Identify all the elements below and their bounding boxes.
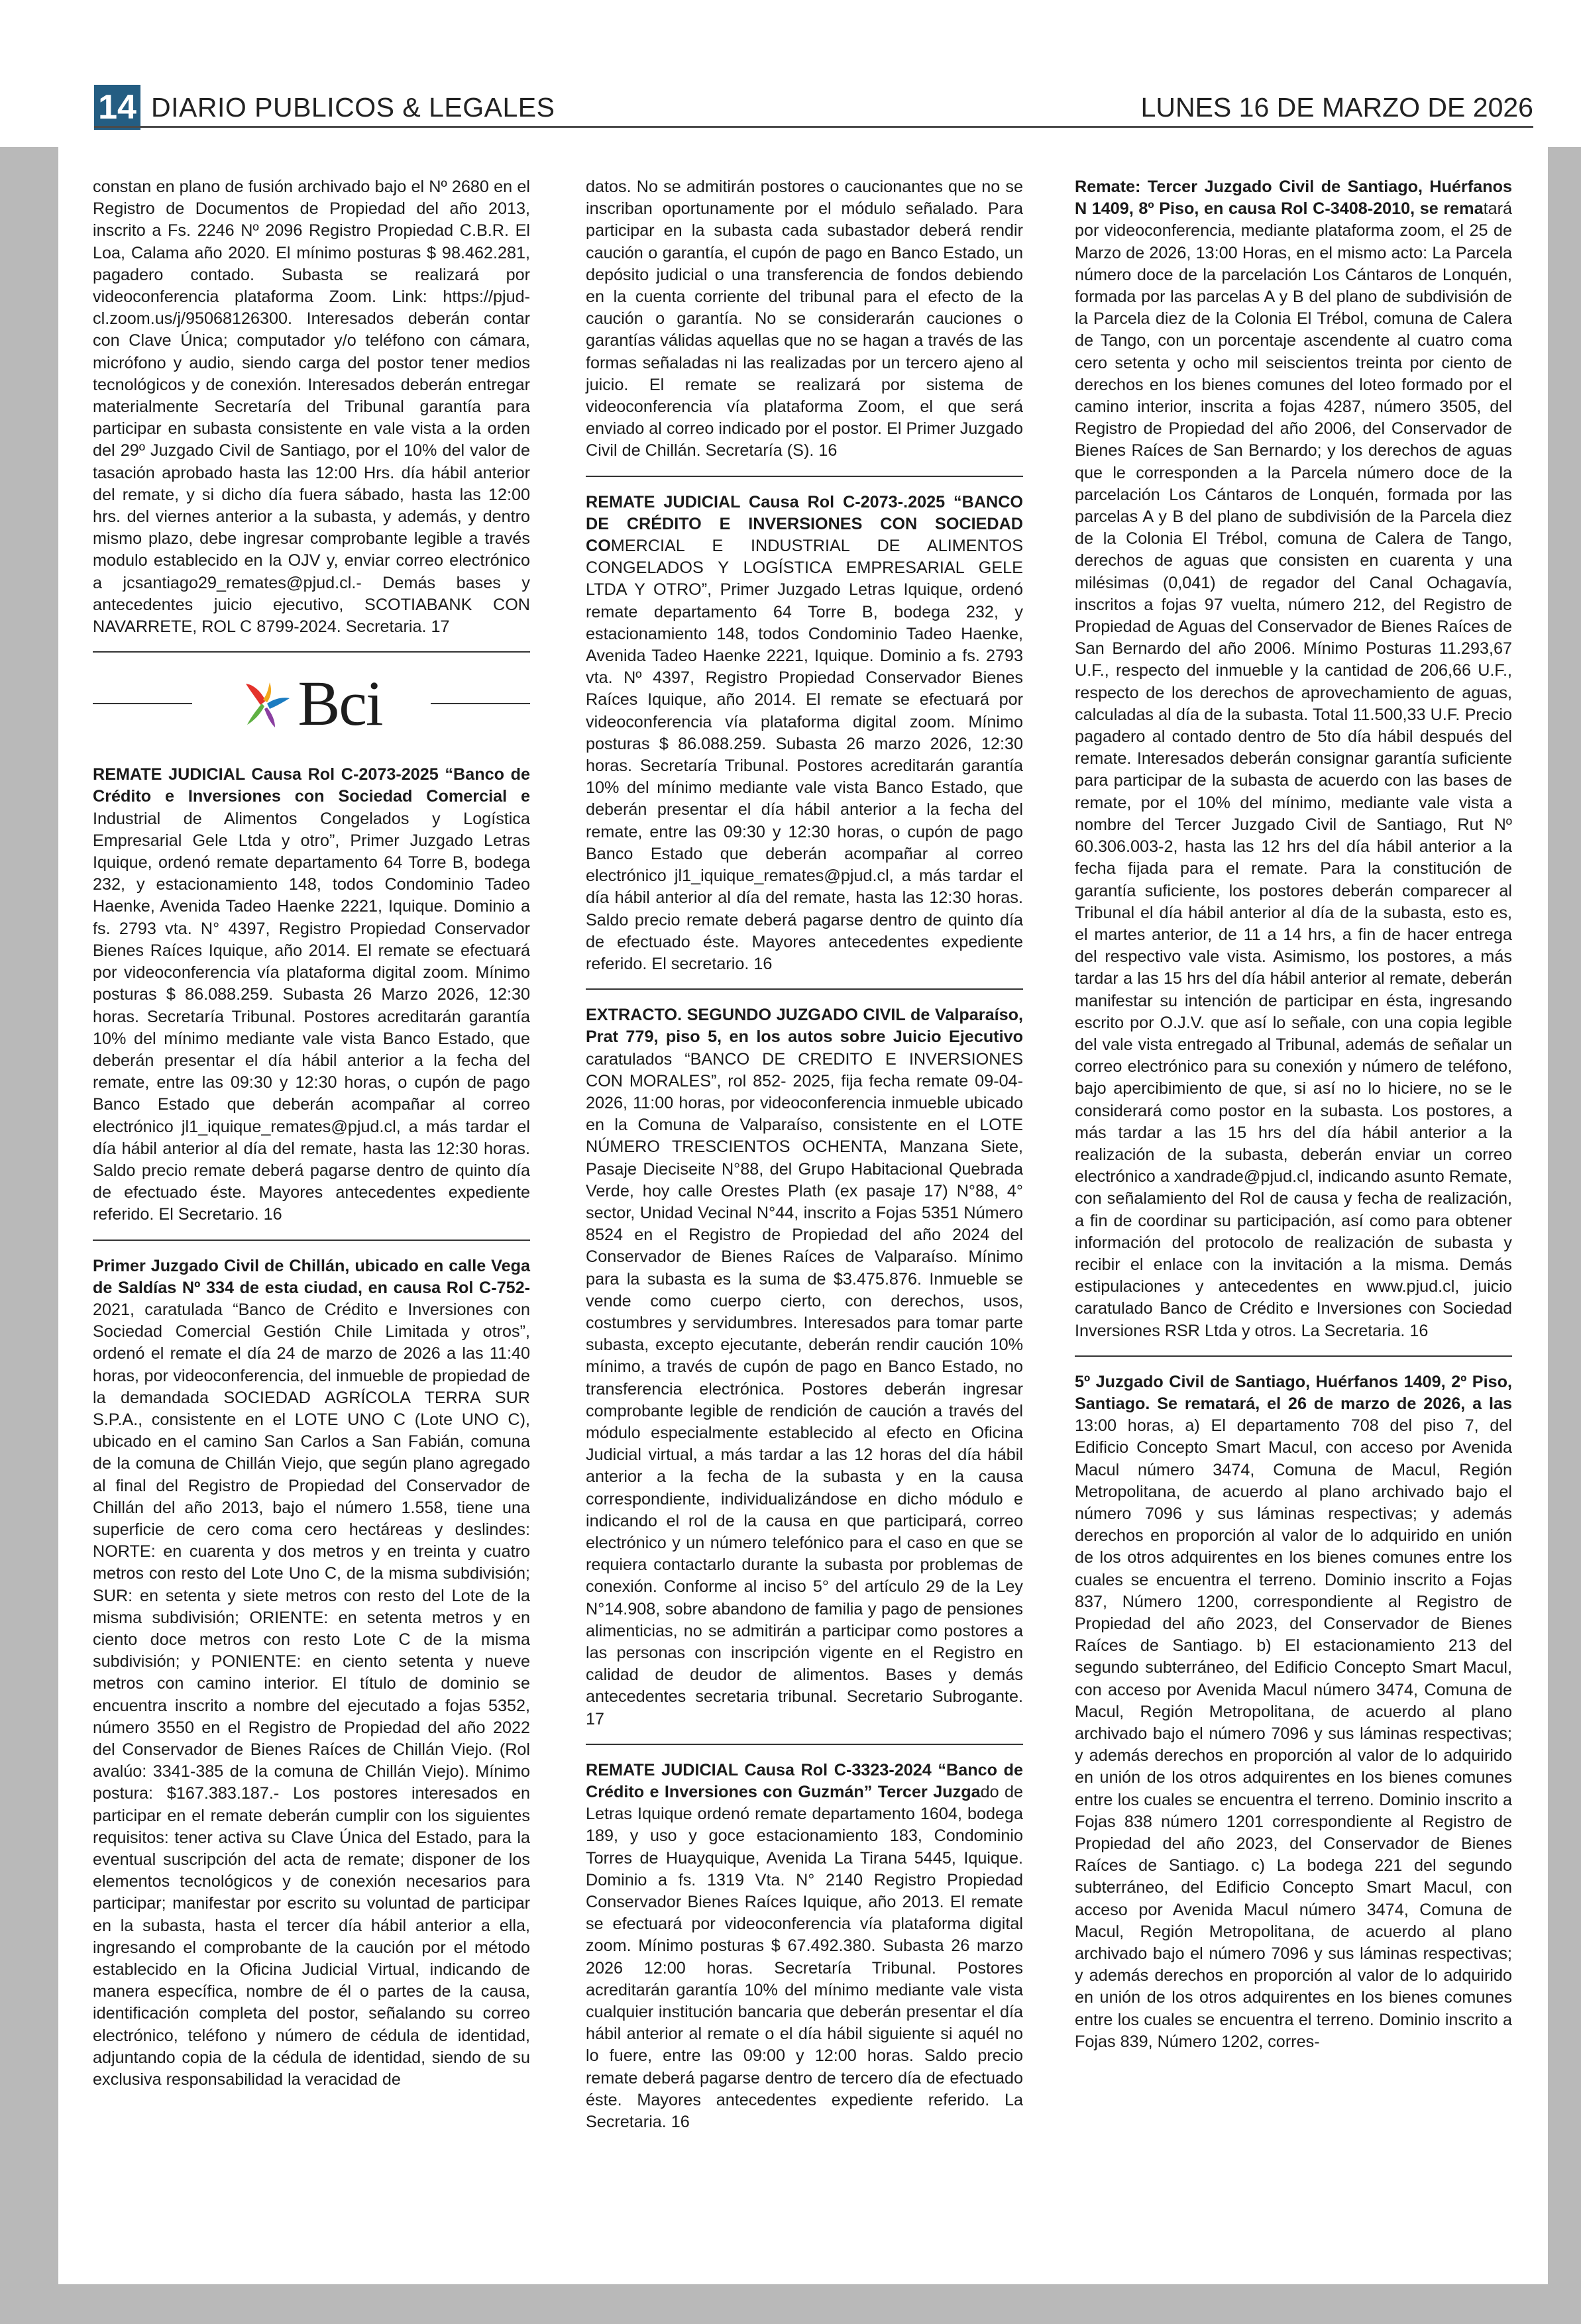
column-2 bbox=[586, 176, 1023, 2133]
notice-heading: REMATE JUDICIAL Causa Rol C-2073-.2025 “BANCO DE CRÉDITO E INVERSIONES CON SOCIEDAD CO bbox=[586, 492, 1023, 556]
bci-logo-text: Bci bbox=[298, 668, 382, 739]
logo-rule-left bbox=[93, 703, 192, 704]
notice-divider bbox=[586, 1744, 1023, 1745]
page-header bbox=[0, 0, 1581, 147]
bci-logo bbox=[241, 668, 382, 739]
newspaper-page bbox=[58, 147, 1548, 2284]
notice-divider bbox=[586, 476, 1023, 477]
notice-santiago-c3408 bbox=[1075, 176, 1512, 1342]
page-number: 14 bbox=[94, 85, 140, 130]
notice-divider bbox=[586, 988, 1023, 990]
notice-remate-c2073 bbox=[93, 764, 530, 1226]
notice-5-juzgado-santiago bbox=[1075, 1371, 1512, 2053]
notice-divider bbox=[93, 651, 530, 653]
notice-heading: EXTRACTO. SEGUNDO JUZGADO CIVIL de Valparaíso, Prat 779, piso 5, en los autos sobre Juicio Ejecutivo bbox=[586, 1006, 1023, 1047]
notice-divider bbox=[93, 1240, 530, 1241]
notice-body: 2021, caratulada “Banco de Crédito e Inversiones con Sociedad Comercial Gestión Chile Limitada y otros”, ordenó el remate el día 24 de marzo de 2026 a las 11:40 horas, por videoconferencia, del inmueble de propiedad de la demandada SOCIEDAD AGRÍCOLA TERRA SUR S.P.A., consistente en el LOTE UNO C (Lote UNO C), ubicado en el camino San Carlos a San Fabián, comuna de la comuna de Chillán Viejo, que según plano agregado al final del Registro de Propiedad del Conservador de Chillán del año 2013, bajo el número 1.558, tiene una superficie de cero coma cero hectáreas y deslindes: NORTE: en cuarenta y dos metros y en treinta y cuatro metros con resto del Lote Uno C, de la misma subdivisión; SUR: en setenta y siete metros con resto del Lote de la misma subdivisión; ORIENTE: en setenta metros y en ciento doce metros con resto Lote C de la misma subdivisión; y PONIENTE: en ciento setenta y nueve metros con camino interior. El título de dominio se encuentra inscrito a nombre del ejecutado a fojas 5352, número 3550 en el Registro de Propiedad del año 2022 del Conservador de Bienes Raíces de Chillán Viejo. (Rol avalúo: 3341-385 de la comuna de Chillán Viejo). Mínimo postura: $167.383.187.- Los postores interesados en participar en el remate deberán cumplir con los siguientes requisitos: tener activa su Clave Única del Estado, para la eventual suscripción del acta de remate; disponer de los elementos tecnológicos y de conexión necesarios para participar; manifestar por escrito su voluntad de participar en la subasta, hasta el tercer día hábil anterior a ella, ingresando el comprobante de la caución por el método establecido en la Oficina Judicial Virtual, indicando de manera específica, nombre de él o partes de la causa, identificación completa del postor, señalando su correo electrónico, teléfono y número de cédula de identidad, adjuntando copia de la cédula de identidad, siendo de su exclusiva responsabilidad la veracidad de bbox=[93, 1300, 530, 2089]
notice-remate-c3323 bbox=[586, 1760, 1023, 2133]
notice-body: Industrial de Alimentos Congelados y Logística Empresarial Gele Ltda y otro”, Primer Juzgado Letras Iquique, ordenó remate departamento 64 Torre B, bodega 232, y estacionamiento 148, todos Condominio Tadeo Haenke, Avenida Tadeo Haenke 2221, Iquique. Dominio a fs. 2793 vta. N° 4397, Registro Propiedad Conservador Bienes Raíces Iquique, año 2014. El remate se efectuará por videoconferencia vía plataforma digital zoom. Mínimo posturas $ 86.088.259. Subasta 26 Marzo 2026, 12:30 horas. Secretaría Tribunal. Postores acreditarán garantía 10% del mínimo mediante vale vista Banco Estado, que deberán presentar el día hábil anterior a la fecha del remate, entre las 09:30 y 12:30 horas, o cupón de pago Banco Estado que deberán acompañar al correo electrónico jl1_iquique_remates@pjud.cl, a más tardar el día hábil anterior al día del remate, hasta las 12:30 horas. Saldo precio remate deberá pagarse dentro de quinto día de efectuado éste. Mayores antecedentes expediente referido. El Secretario. 16 bbox=[93, 809, 530, 1224]
column-3 bbox=[1075, 176, 1512, 2053]
notice-body: 13:00 horas, a) El departamento 708 del piso 7, del Edificio Concepto Smart Macul, con acceso por Avenida Macul número 3474, Comuna de Macul, Región Metropolitana, de acuerdo al plano archivado bajo el número 7096 y sus láminas respectivas; y además derechos en proporción al valor de lo adquirido en unión de los otros adquirentes en los bienes comunes entre los cuales se encuentra el terreno. Dominio inscrito a Fojas 837, Número 1200, correspondiente al Registro de Propiedad del año 2023, del Conservador de Bienes Raíces de Santiago. b) El estacionamiento 213 del segundo subterráneo, del Edificio Concepto Smart Macul, con acceso por Avenida Macul número 3474, Comuna de Macul, Región Metropolitana, de acuerdo al plano archivado bajo el número 7096 y sus láminas respectivas; y además derechos en proporción al valor de lo adquirido en unión de los otros adquirentes en los bienes comunes entre los cuales se encuentra el terreno. Dominio inscrito a Fojas 838 número 1201 correspondiente al Registro de Propiedad del año 2023, del Conservador de Bienes Raíces de Santiago. c) La bodega 221 del segundo subterráneo, del Edificio Concepto Smart Macul, con acceso por Avenida Macul número 3474, Comuna de Macul, Región Metropolitana, de acuerdo al plano archivado bajo el número 7096 y sus láminas respectivas; y además derechos en proporción al valor de lo adquirido en unión de los otros adquirentes en los bienes comunes entre los cuales se encuentra el terreno. Dominio inscrito a Fojas 839, Número 1202, corres- bbox=[1075, 1416, 1512, 2051]
notice-heading: REMATE JUDICIAL Causa Rol C-3323-2024 “Banco de Crédito e Inversiones con Guzmán” Tercer Juzga bbox=[586, 1760, 1023, 1802]
bci-logo-row bbox=[93, 667, 530, 740]
notice-heading: 5º Juzgado Civil de Santiago, Huérfanos 1409, 2º Piso, Santiago. Se rematará, el 26 de marzo de 2026, a las bbox=[1075, 1372, 1512, 1413]
notice-body: caratulados “BANCO DE CREDITO E INVERSIONES CON MORALES”, rol 852- 2025, fija fecha remate 09-04-2026, 11:00 horas, por videoconferencia inmueble ubicado en la Comuna de Valparaíso, consistente en el LOTE NÚMERO TRESCIENTOS OCHENTA, Manzana Siete, Pasaje Dieciseite N°88, del Grupo Habitacional Quebrada Verde, hoy calle Orestes Plath (ex pasaje 17) N°88, 4° sector, Unidad Vecinal N°44, inscrito a Fojas 5351 Número 8524 en el Registro de Propiedad del año 2024 del Conservador de Bienes Raíces de Valparaíso. Mínimo para la subasta es la suma de $3.475.876. Inmueble se vende como cuerpo cierto, con derechos, usos, costumbres y servidumbres. Interesados para tomar parte subasta, excepto ejecutante, deberán rendir caución 10% mínimo, a través de cupón de pago en Banco Estado, no transferencia electrónica. Postores deberán ingresar comprobante legible de rendición de caución a través del módulo especialmente establecido al efecto en Oficina Judicial virtual, a más tardar a las 12 horas del día hábil anterior a la fecha de la subasta y en la causa correspondiente, individualizándose en dicho módulo e indicando el rol de la causa en que participará, correo electrónico y un número telefónico para el caso en que se requiera contactarlo durante la subasta por problemas de conexión. Conforme al inciso 5° del artículo 29 de la Ley N°14.908, sobre abandono de familia y pago de pensiones alimenticias, no se admitirán a participar como postores a las personas con inscripción vigente en el Registro en calidad de deudor de alimentos. Bases y demás antecedentes secretaria tribunal. Secretario Subrogante. 17 bbox=[586, 1049, 1023, 1728]
notice-body: do de Letras Iquique ordenó remate departamento 1604, bodega 189, y uso y goce estacionamiento 183, Condominio Torres de Huayquique, Avenida La Tirana 5445, Iquique. Dominio a fs. 1319 Vta. N° 2140 Registro Propiedad Conservador Bienes Raíces Iquique, año 2013. El remate se efectuará por videoconferencia vía plataforma digital zoom. Mínimo posturas $ 67.492.380. Subasta 26 marzo 2026 12:00 horas. Secretaría Tribunal. Postores acreditarán garantía 10% del mínimo mediante vale vista cualquier institución bancaria que deberán presentar el día hábil anterior al remate o el día hábil siguiente si aquél no lo fuere, entre las 09:00 y 12:00 horas. Saldo precio remate deberá pagarse dentro de tercero día de efectuado éste. Mayores antecedentes expediente referido. La Secretaria. 16 bbox=[586, 1783, 1024, 2132]
notice-chillan-c752 bbox=[93, 1255, 530, 2091]
publication-date: LUNES 16 DE MARZO DE 2026 bbox=[1140, 92, 1533, 123]
notice-continuation: datos. No se admitirán postores o caucionantes que no se inscriban oportunamente por el módulo señalado. Para participar en la subasta cada subastador deberá rendir caución o garantía, el cupón de pago en Banco Estado, un depósito judicial o una transferencia de fondos debiendo en la cuenta corriente del tribunal para el efecto de la caución o garantía. No se considerarán cauciones o garantías válidas aquellas que no se hagan a través de las formas señaladas ni las realizadas por un tercero ajeno al juicio. El remate se realizará por sistema de videoconferencia vía plataforma Zoom, el que será enviado al correo indicado por el postor. El Primer Juzgado Civil de Chillán. Secretaría (S). 16 bbox=[586, 178, 1023, 460]
notice-heading: REMATE JUDICIAL Causa Rol C-2073-2025 “Banco de Crédito e Inversiones con Sociedad Comercial e bbox=[93, 765, 530, 806]
notice-remate-c2073-caps bbox=[586, 492, 1023, 975]
column-1 bbox=[93, 176, 530, 2091]
notice-valparaiso-852 bbox=[586, 1004, 1023, 1730]
notice-body: tará por videoconferencia, mediante plataforma zoom, el 25 de Marzo de 2026, 13:00 Horas, en el mismo acto: La Parcela número doce de la parcelación Los Cántaros de Lonquén, formada por las parcelas A y B del plano de subdivisión de la Parcela diez de la Colonia El Trébol, comuna de Calera de Tango, con un porcentaje ascendente al cuatro coma cero setenta y ocho mil seiscientos treinta por ciento de derechos en los bienes comunes del loteo formado por el camino interior, inscrita a fojas 4287, número 3505, del Registro de Propiedad del año 2006, del Conservador de Bienes Raíces de San Bernardo; y los derechos de aguas que le corresponden a la Parcela número doce de la parcelación Los Cántaros de Lonquén, formada por las parcelas A y B del plano de subdivisión de la Parcela diez de la Colonia El Trébol, comuna de Calera de Tango, derechos de aguas que consisten en cuarenta y una milésimas (0,041) de regador del Canal Ochagavía, inscritos a fojas 97 vuelta, número 212, del Registro de Propiedad de Aguas del Conservador de Bienes Raíces de San Bernardo del año 2006. Mínimo Posturas 11.293,67 U.F., respecto del inmueble y la cantidad de 206,66 U.F., respecto de los derechos de aprovechamiento de aguas, calculadas al día de la subasta. Total 11.500,33 U.F. Precio pagadero al contado dentro de 5to día hábil después del remate. Interesados deberán consignar garantía suficiente para participar de la subasta de acuerdo con las bases de remate, por el 10% del mínimo, mediante vale vista a nombre del Tercer Juzgado Civil de Santiago, Rut Nº 60.306.003-2, hasta las 12 hrs del día hábil anterior a la fecha fijada para el remate. Para la constitución de garantía suficiente, los postores deberán comparecer al Tribunal el día hábil anterior al día de la subasta, esto es, el martes anterior, de 11 a 14 hrs, a fin de hacer entrega del respectivo vale vista. Asimismo, los postores, a más tardar a las 15 hrs del día hábil anterior al remate, deberán manifestar su intención de participar en ésta, ingresando escrito por O.J.V. que así lo señale, con una copia legible del vale vista entregado al Tribunal, además de señalar un correo electrónico para su conexión y número de teléfono, bajo apercibimiento de que, si así no lo hiciere, no se le considerará como postor en la subasta. Los postores, a más tardar a las 15 hrs del día hábil anterior a la realización de la subasta, deberán enviar un correo electrónico a xandrade@pjud.cl, indicando asunto Remate, con señalamiento del Rol de causa y fecha de realización, a fin de coordinar su participación, así como para obtener información del protocolo de realización de subasta y recibir el enlace con la invitación a la misma. Demás estipulaciones y antecedentes en www.pjud.cl, juicio caratulado Banco de Crédito e Inversiones con Sociedad Inversiones RSR Ltda y otros. La Secretaria. 16 bbox=[1075, 199, 1512, 1340]
notice-heading: Remate: Tercer Juzgado Civil de Santiago, Huérfanos N 1409, 8º Piso, en causa Rol C-3408-2010, se rema bbox=[1075, 178, 1512, 219]
logo-rule-right bbox=[431, 703, 530, 704]
header-rule bbox=[94, 126, 1533, 128]
bci-logo-icon bbox=[241, 677, 294, 730]
notice-body: MERCIAL E INDUSTRIAL DE ALIMENTOS CONGELADOS Y LOGÍSTICA EMPRESARIAL GELE LTDA Y OTRO”, Primer Juzgado Letras Iquique, ordenó remate departamento 64 Torre B, bodega 232, y estacionamiento 148, todos Condominio Tadeo Haenke, Avenida Tadeo Haenke 2221, Iquique. Dominio a fs. 2793 vta. Nº 4397, Registro Propiedad Conservador Bienes Raíces Iquique, año 2014. El remate se efectuará por videoconferencia vía plataforma digital zoom. Mínimo posturas $ 86.088.259. Subasta 26 marzo 2026, 12:30 horas. Secretaría Tribunal. Postores acreditarán garantía 10% del mínimo mediante vale vista Banco Estado, que deberán presentar el día hábil anterior a la fecha del remate, entre las 09:30 y 12:30 horas, o cupón de pago Banco Estado que deberán acompañar al correo electrónico jl1_iquique_remates@pjud.cl, a más tardar el día hábil anterior al día del remate, hasta las 12:30 horas. Saldo precio remate deberá pagarse dentro de quinto día de efectuado éste. Mayores antecedentes expediente referido. El secretario. 16 bbox=[586, 537, 1023, 973]
notice-heading: Primer Juzgado Civil de Chillán, ubicado en calle Vega de Saldías Nº 334 de esta ciudad, en causa Rol C-752- bbox=[93, 1256, 530, 1297]
notice-divider bbox=[1075, 1355, 1512, 1357]
publication-name: DIARIO PUBLICOS & LEGALES bbox=[151, 92, 555, 123]
notice-continuation: constan en plano de fusión archivado bajo el Nº 2680 en el Registro de Documentos de Propiedad del año 2013, inscrito a Fs. 2246 Nº 2096 Registro Propiedad C.B.R. El Loa, Calama año 2020. El mínimo posturas $ 98.462.281, pagadero contado. Subasta se realizará por videoconferencia plataforma Zoom. Link: https://pjud-cl.zoom.us/j/95068126300. Interesados deberán contar con Clave Única; computador y/o teléfono con cámara, micrófono y audio, siendo carga del postor tener medios tecnológicos y de conexión. Interesados deberán entregar materialmente Secretaría del Tribunal garantía para participar en subasta consistente en vale vista a la orden del 29º Juzgado Civil de Santiago, por el 10% del valor de tasación aprobado hasta las 12:00 Hrs. día hábil anterior del remate, y si dicho día fuera sábado, hasta las 12:00 hrs. del viernes anterior a la subasta, y además, y dentro mismo plazo, debe ingresar comprobante legible a través modulo establecido en la OJV y, enviar correo electrónico a jcsantiago29_remates@pjud.cl.- Demás bases y antecedentes juicio ejecutivo, SCOTIABANK CON NAVARRETE, ROL C 8799-2024. Secretaria. 17 bbox=[93, 178, 530, 637]
